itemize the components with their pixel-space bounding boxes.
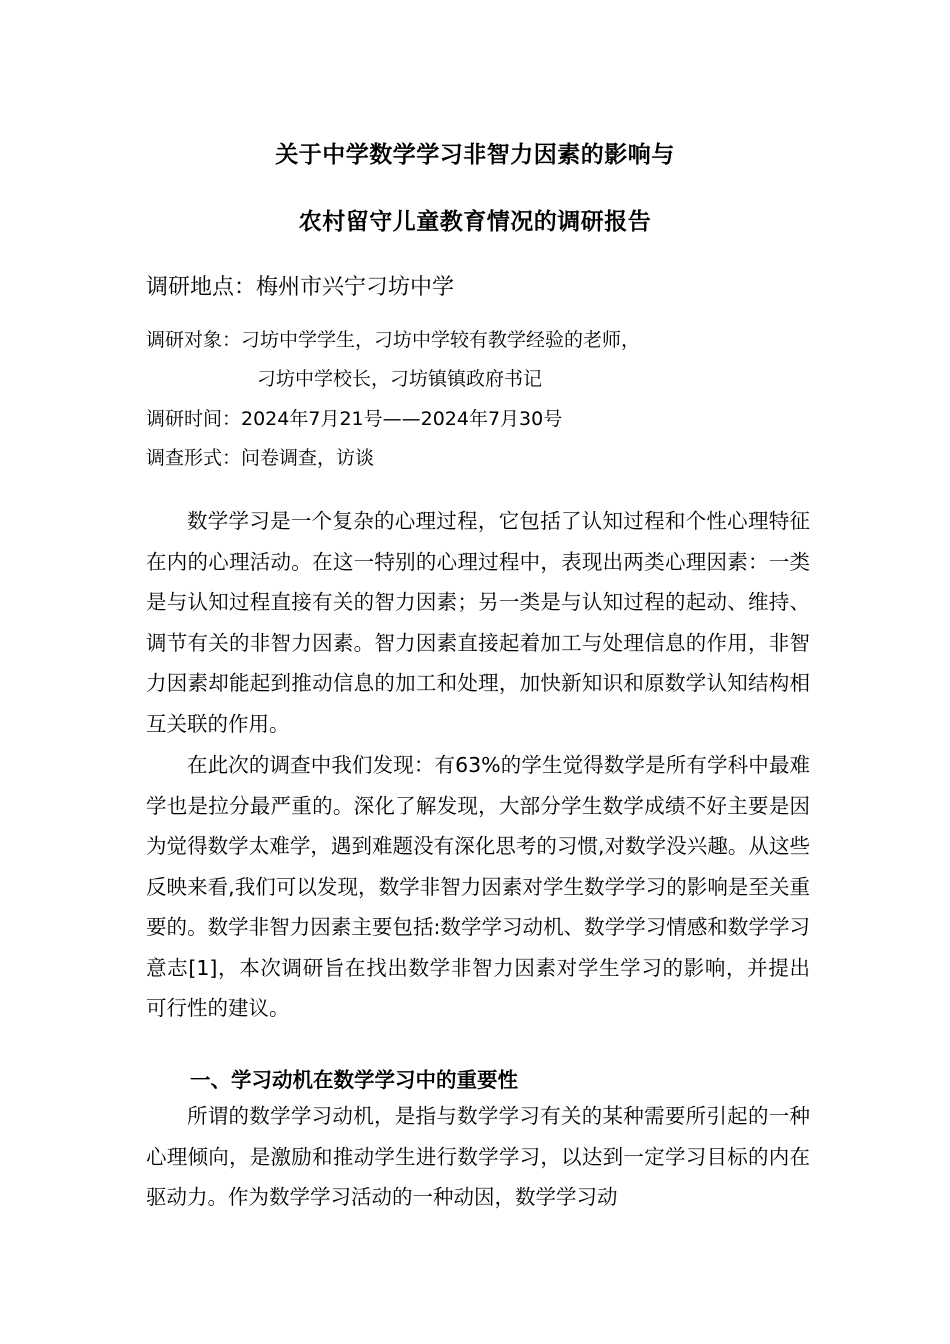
paragraph-2 [146, 745, 810, 1029]
title-line-1: 关于中学数学学习非智力因素的影响与 [275, 142, 675, 168]
section-paragraph [146, 1096, 810, 1218]
survey-location: 调研地点：梅州市兴宁刁坊中学 [146, 275, 455, 300]
section-heading: 一、学习动机在数学学习中的重要性 [190, 1068, 518, 1092]
survey-method: 调查形式：问卷调查，访谈 [146, 447, 375, 469]
section-paragraph-text: 所谓的数学学习动机，是指与数学学习有关的某种需要所引起的一种心理倾向，是激励和推动学生进行数学学习，以达到一定学习目标的内在驱动力。作为数学学习活动的一种动因，数学学习动 [146, 1104, 810, 1209]
title-line-2: 农村留守儿童教育情况的调研报告 [298, 209, 652, 235]
paragraph-1 [146, 501, 810, 744]
survey-subjects: 调研对象：刁坊中学学生，刁坊中学较有教学经验的老师， [146, 329, 641, 351]
survey-time: 调研时间：2024年7月21号——2024年7月30号 [146, 408, 563, 430]
paragraph-2-text: 在此次的调查中我们发现：有63%的学生觉得数学是所有学科中最难学也是拉分最严重的。深化了解发现，大部分学生数学成绩不好主要是因为觉得数学太难学，遇到难题没有深化思考的习惯,对数学没兴趣。从这些反映来看,我们可以发现，数学非智力因素对学生数学学习的影响是至关重要的。数学非智力因素主要包括:数学学习动机、数学学习情感和数学学习意志[1]，本次调研旨在找出数学非智力因素对学生学习的影响，并提出可行性的建议。 [146, 753, 810, 1020]
survey-subjects-continued: 刁坊中学校长，刁坊镇镇政府书记 [257, 368, 543, 390]
paragraph-1-text: 数学学习是一个复杂的心理过程，它包括了认知过程和个性心理特征在内的心理活动。在这一特别的心理过程中，表现出两类心理因素：一类是与认知过程直接有关的智力因素；另一类是与认知过程的起动、维持、调节有关的非智力因素。智力因素直接起着加工与处理信息的作用，非智力因素却能起到推动信息的加工和处理，加快新知识和原数学认知结构相互关联的作用。 [146, 509, 810, 736]
